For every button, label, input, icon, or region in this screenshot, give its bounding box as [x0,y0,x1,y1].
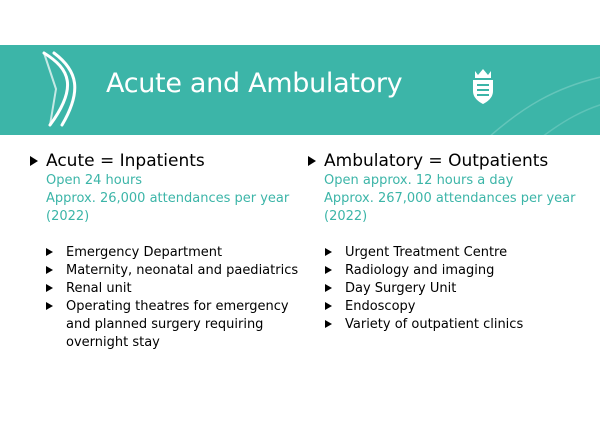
bullet-icon [325,266,332,274]
bullet-icon [46,284,53,292]
list-item: Renal unit [45,280,305,298]
bullet-icon [325,320,332,328]
acute-heading [30,150,300,172]
list-item: Day Surgery Unit [324,280,594,298]
list-item: Maternity, neonatal and paediatrics [45,262,305,280]
list-item: Radiology and imaging [324,262,594,280]
acute-heading-text: Acute = Inpatients [46,151,205,171]
list-item: Variety of outpatient clinics [324,316,594,334]
list-item: Operating theatres for emergency and planned surgery requiring overnight stay [45,298,305,352]
bullet-icon [46,266,53,274]
bullet-icon [325,284,332,292]
list-item: Emergency Department [45,244,305,262]
crest-icon [470,67,496,105]
acute-column [30,150,300,226]
list-item: Urgent Treatment Centre [324,244,594,262]
ambulatory-heading-text: Ambulatory = Outpatients [324,151,549,171]
bullet-icon [325,302,332,310]
logo-mark-icon [40,51,84,127]
ambulatory-services-list [324,244,594,334]
acute-hours: Open 24 hours [46,173,143,188]
heading-bullet-icon [30,156,38,166]
list-item: Endoscopy [324,298,594,316]
bullet-icon [46,302,53,310]
bullet-icon [46,248,53,256]
ambulatory-column [308,150,598,226]
bullet-icon [325,248,332,256]
acute-attendances: Approx. 26,000 attendances per year [46,191,290,206]
acute-attendances-year: (2022) [46,209,90,224]
title-banner [0,45,600,135]
ambulatory-hours: Open approx. 12 hours a day [324,173,514,188]
acute-services-list [45,244,305,352]
ambulatory-attendances: Approx. 267,000 attendances per year [324,191,576,206]
slide-title: Acute and Ambulatory [106,68,403,99]
heading-bullet-icon [308,156,316,166]
ambulatory-attendances-year: (2022) [324,209,368,224]
ambulatory-heading [308,150,598,172]
